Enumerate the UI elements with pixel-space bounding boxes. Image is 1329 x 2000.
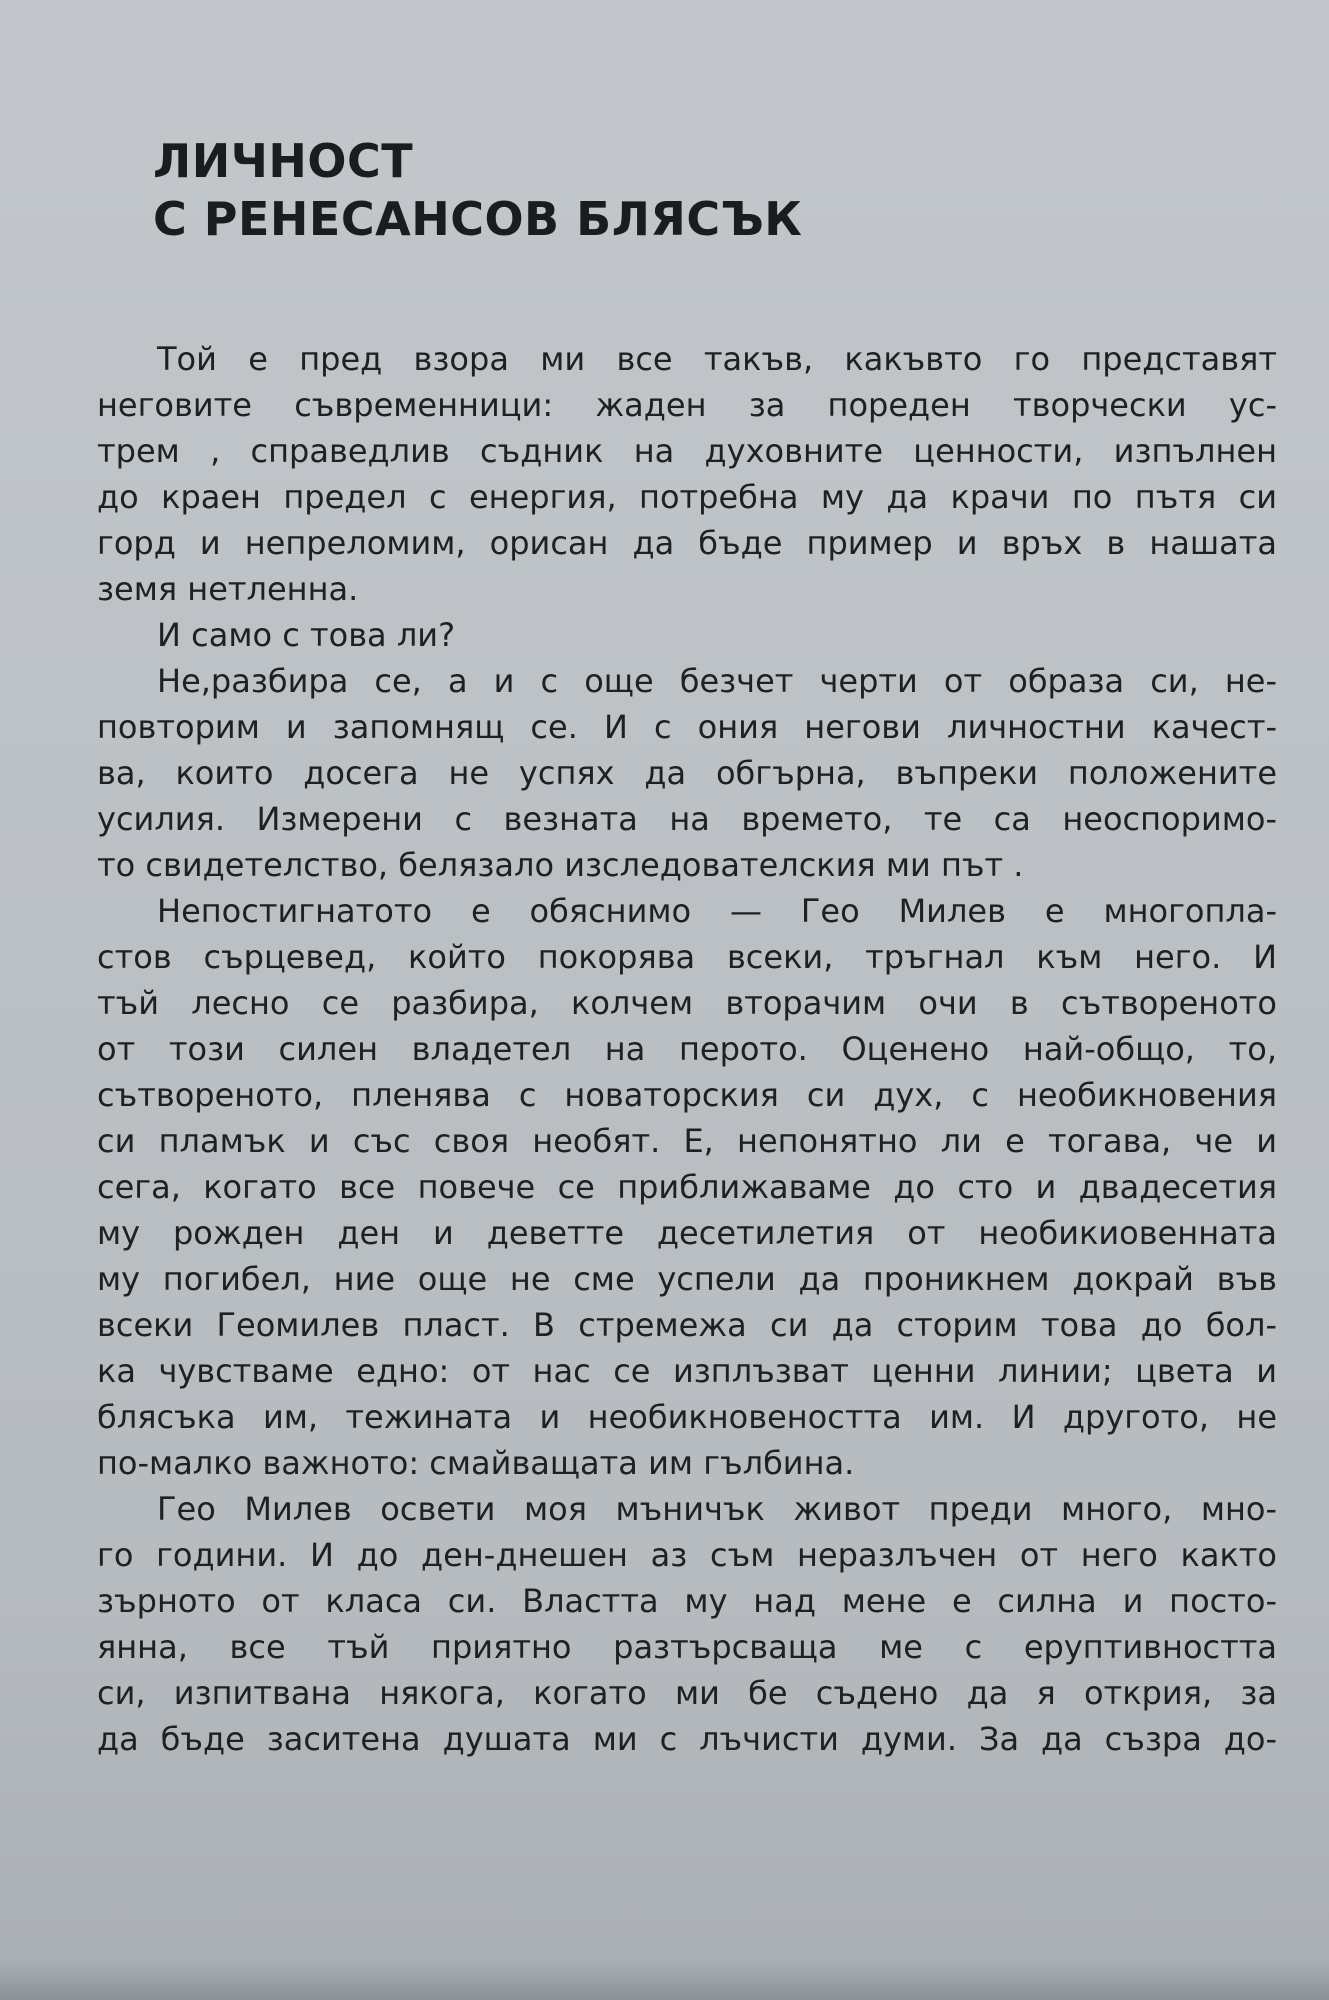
text-line: сътвореното, пленява с новаторския си дух, с необикновения: [97, 1076, 1277, 1114]
text-line: му рожден ден и деветте десетилетия от необикиовенната: [97, 1214, 1277, 1252]
text-line: усилия. Измерени с везната на времето, те са неоспоримо-: [97, 800, 1277, 838]
article-body: [97, 336, 1277, 1762]
text-line: го години. И до ден-днешен аз съм неразлъчен от него както: [97, 1536, 1277, 1574]
title-line: ЛИЧНОСТ: [153, 134, 414, 188]
text-line: му погибел, ние още не сме успели да проникнем докрай във: [97, 1260, 1277, 1298]
text-line: земя нетленна.: [97, 570, 359, 608]
text-line: всеки Геомилев пласт. В стремежа си да сторим това до бол-: [97, 1306, 1277, 1344]
text-line: неговите съвременници: жаден за пореден творчески ус-: [97, 386, 1277, 424]
text-line: повторим и запомнящ се. И с ония негови личностни качест-: [97, 708, 1277, 746]
text-line: горд и непреломим, орисан да бъде пример и връх в нашата: [97, 524, 1277, 562]
text-line: си пламък и със своя необят. Е, непонятно ли е тогава, че и: [97, 1122, 1277, 1160]
text-line: стов сърцевед, който покорява всеки, тръгнал към него. И: [97, 938, 1277, 976]
text-line: тъй лесно се разбира, колчем вторачим очи в сътвореното: [97, 984, 1277, 1022]
text-line: то свидетелство, белязало изследователския ми път .: [97, 846, 1024, 884]
text-line: ва, които досега не успях да обгърна, въпреки положените: [97, 754, 1277, 792]
text-line: Не,разбира се, а и с още безчет черти от образа си, не-: [157, 662, 1277, 700]
text-line: да бъде заситена душата ми с лъчисти думи. За да съзра до-: [97, 1720, 1277, 1758]
text-line: по-малко важното: смайващата им гълбина.: [97, 1444, 855, 1482]
text-line: Непостигнатото е обяснимо — Гео Милев е многопла-: [157, 892, 1277, 930]
text-line: от този силен владетел на перото. Оценено най-общо, то,: [97, 1030, 1277, 1068]
text-line: ка чувстваме едно: от нас се изплъзват ценни линии; цвета и: [97, 1352, 1277, 1390]
page-bottom-shadow: [0, 1960, 1329, 2000]
text-line: си, изпитвана някога, когато ми бе съдено да я открия, за: [97, 1674, 1277, 1712]
text-line: Гео Милев освети моя мъничък живот преди много, мно-: [157, 1490, 1277, 1528]
title-line: С РЕНЕСАНСОВ БЛЯСЪК: [153, 192, 803, 246]
article-title: [153, 132, 802, 248]
text-line: янна, все тъй приятно разтърсваща ме с еруптивността: [97, 1628, 1277, 1666]
text-line: Той е пред взора ми все такъв, какъвто го представят: [157, 340, 1277, 378]
text-line: трем , справедлив съдник на духовните ценности, изпълнен: [97, 432, 1277, 470]
text-line: сега, когато все повече се приближаваме до сто и двадесетия: [97, 1168, 1277, 1206]
text-line: И само с това ли?: [157, 616, 456, 654]
text-line: блясъка им, тежината и необикновеността им. И другото, не: [97, 1398, 1277, 1436]
text-line: до краен предел с енергия, потребна му да крачи по пътя си: [97, 478, 1277, 516]
text-line: зърното от класа си. Властта му над мене е силна и посто-: [97, 1582, 1277, 1620]
